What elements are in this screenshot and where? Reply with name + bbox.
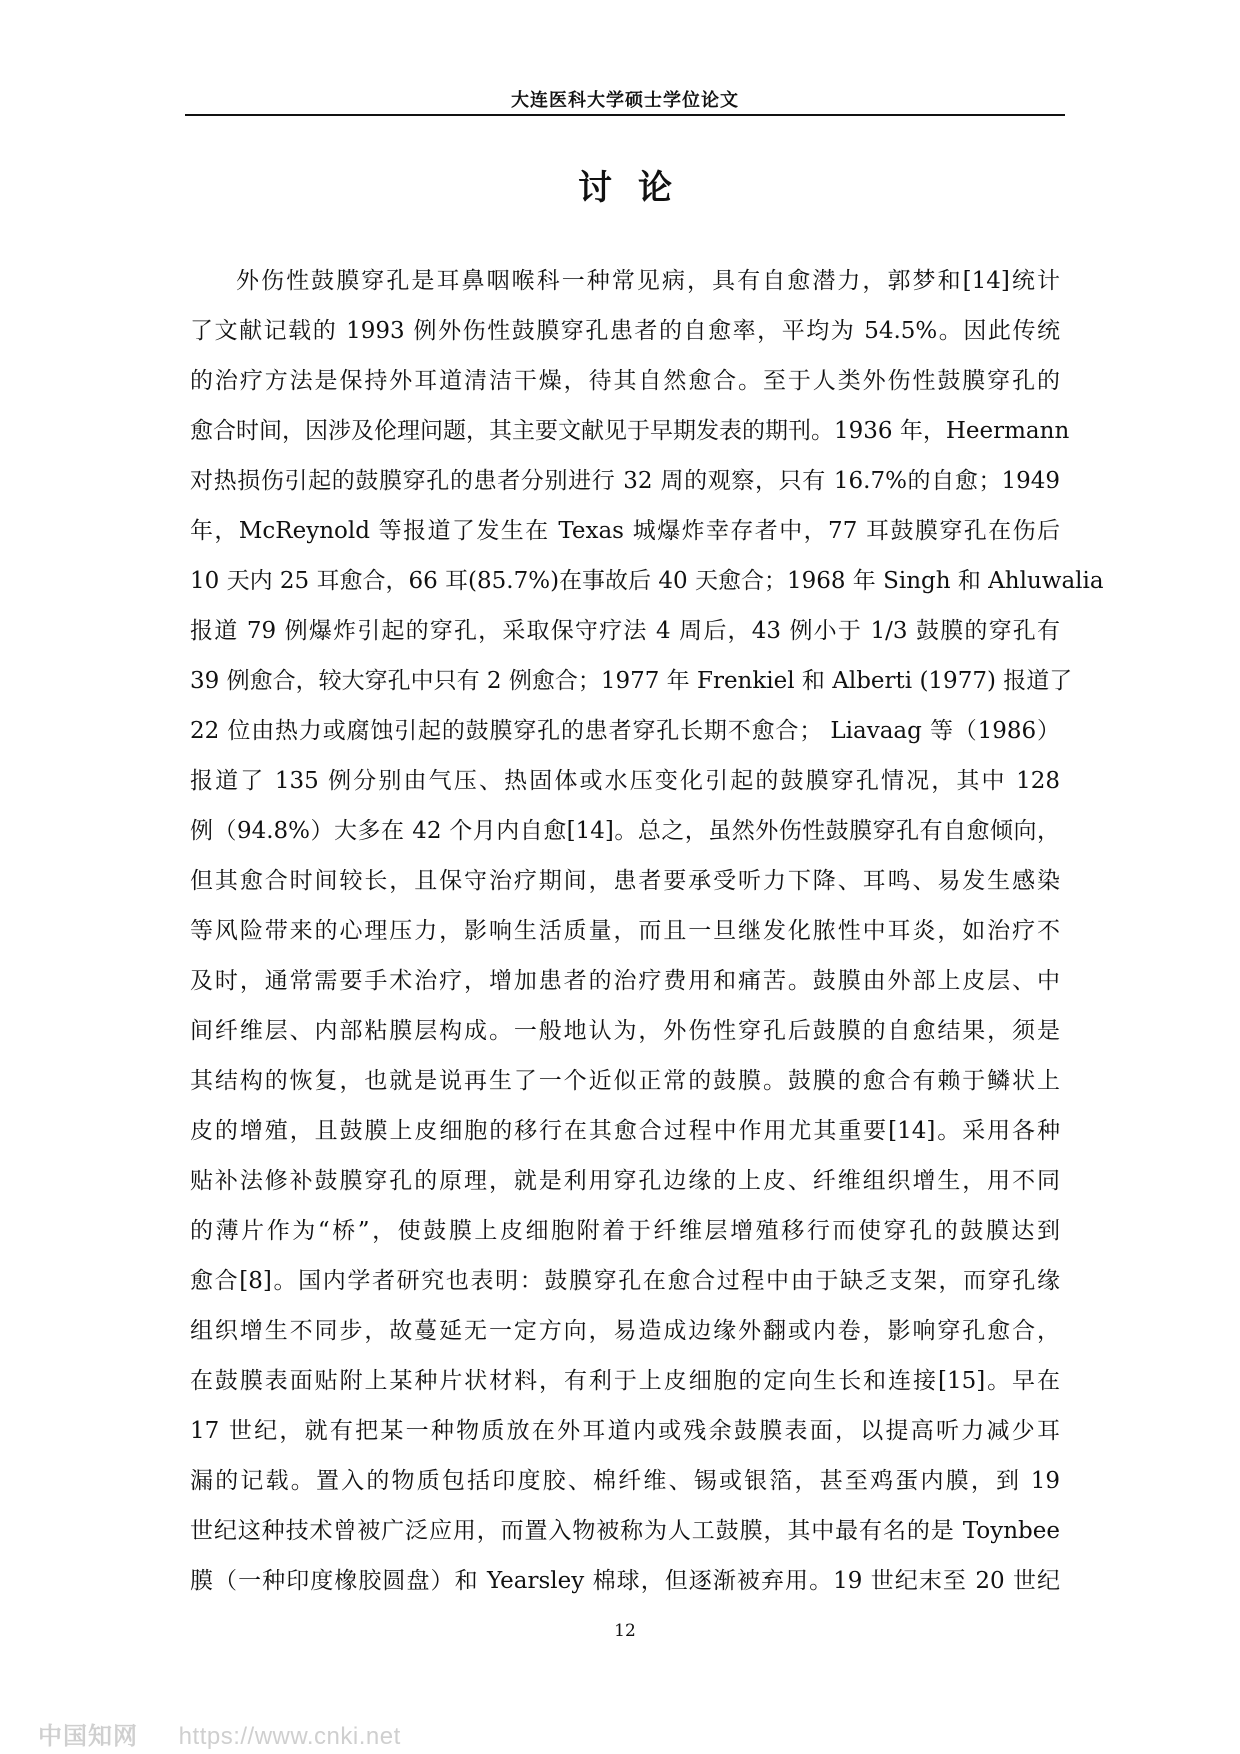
- body-line: 贴补法修补鼓膜穿孔的原理，就是利用穿孔边缘的上皮、纤维组织增生，用不同: [190, 1168, 1060, 1194]
- body-line: 的薄片作为“桥”，使鼓膜上皮细胞附着于纤维层增殖移行而使穿孔的鼓膜达到: [190, 1218, 1060, 1244]
- body-line: 间纤维层、内部粘膜层构成。一般地认为，外伤性穿孔后鼓膜的自愈结果，须是: [190, 1018, 1060, 1044]
- body-line: 报道 79 例爆炸引起的穿孔，采取保守疗法 4 周后，43 例小于 1/3 鼓膜的穿孔有: [190, 618, 1060, 644]
- page-number: 12: [614, 1621, 636, 1641]
- header-rule: [185, 114, 1065, 116]
- body-line: 愈合时间，因涉及伦理问题，其主要文献见于早期发表的期刊。1936 年，Heermann: [190, 418, 1070, 444]
- body-paragraph: [190, 256, 1104, 1606]
- body-line: 世纪这种技术曾被广泛应用，而置入物被称为人工鼓膜，其中最有名的是 Toynbee: [190, 1518, 1060, 1544]
- body-line: 在鼓膜表面贴附上某种片状材料，有利于上皮细胞的定向生长和连接[15]。早在: [190, 1368, 1060, 1394]
- body-line: 膜（一种印度橡胶圆盘）和 Yearsley 棉球，但逐渐被弃用。19 世纪末至 20 世纪: [190, 1568, 1060, 1594]
- body-line: 等风险带来的心理压力，影响生活质量，而且一旦继发化脓性中耳炎，如治疗不: [190, 918, 1060, 944]
- body-line: 其结构的恢复，也就是说再生了一个近似正常的鼓膜。鼓膜的愈合有赖于鳞状上: [190, 1068, 1060, 1094]
- body-line: 对热损伤引起的鼓膜穿孔的患者分别进行 32 周的观察，只有 16.7%的自愈；1949: [190, 468, 1060, 494]
- body-line: 17 世纪，就有把某一种物质放在外耳道内或残余鼓膜表面，以提高听力减少耳: [190, 1418, 1060, 1444]
- body-line: 的治疗方法是保持外耳道清洁干燥，待其自然愈合。至于人类外伤性鼓膜穿孔的: [190, 368, 1060, 394]
- body-line: 愈合[8]。国内学者研究也表明：鼓膜穿孔在愈合过程中由于缺乏支架，而穿孔缘: [190, 1268, 1060, 1294]
- body-line: 报道了 135 例分别由气压、热固体或水压变化引起的鼓膜穿孔情况，其中 128: [190, 768, 1060, 794]
- body-line: 但其愈合时间较长，且保守治疗期间，患者要承受听力下降、耳鸣、易发生感染: [190, 868, 1060, 894]
- body-line: 皮的增殖，且鼓膜上皮细胞的移行在其愈合过程中作用尤其重要[14]。采用各种: [190, 1118, 1060, 1144]
- body-line: 22 位由热力或腐蚀引起的鼓膜穿孔的患者穿孔长期不愈合； Liavaag 等（1986）: [190, 718, 1060, 744]
- running-header: 大连医科大学硕士学位论文: [511, 90, 739, 111]
- body-line: 及时，通常需要手术治疗，增加患者的治疗费用和痛苦。鼓膜由外部上皮层、中: [190, 968, 1060, 994]
- body-line: 漏的记载。置入的物质包括印度胶、棉纤维、锡或银箔，甚至鸡蛋内膜，到 19: [190, 1468, 1060, 1494]
- body-line: 组织增生不同步，故蔓延无一定方向，易造成边缘外翻或内卷，影响穿孔愈合，: [190, 1318, 1060, 1344]
- watermark-url: https://www.cnki.net: [178, 1723, 401, 1750]
- body-line: 了文献记载的 1993 例外伤性鼓膜穿孔患者的自愈率，平均为 54.5%。因此传统: [190, 318, 1060, 344]
- cnki-watermark: [38, 1716, 401, 1751]
- watermark-brand: 中国知网: [38, 1723, 138, 1750]
- body-line: 39 例愈合，较大穿孔中只有 2 例愈合；1977 年 Frenkiel 和 Alberti (1977) 报道了: [190, 668, 1073, 694]
- section-title: 讨论: [578, 168, 698, 208]
- body-line: 外伤性鼓膜穿孔是耳鼻咽喉科一种常见病，具有自愈潜力，郭梦和[14]统计: [236, 268, 1060, 294]
- body-line: 例（94.8%）大多在 42 个月内自愈[14]。总之，虽然外伤性鼓膜穿孔有自愈倾向，: [190, 818, 1060, 844]
- body-line: 年，McReynold 等报道了发生在 Texas 城爆炸幸存者中，77 耳鼓膜穿孔在伤后: [190, 518, 1060, 544]
- body-line: 10 天内 25 耳愈合，66 耳(85.7%)在事故后 40 天愈合；1968 年 Singh 和 Ahluwalia: [190, 568, 1104, 594]
